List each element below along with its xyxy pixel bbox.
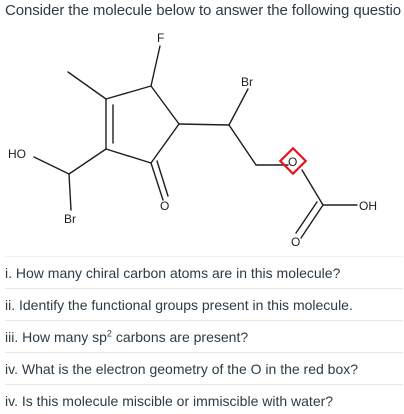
question-5: iv. Is this molecule miscible or immiscible with water? bbox=[5, 384, 403, 414]
bond-ketone-2 bbox=[157, 161, 168, 196]
atom-label-hydroxyl: HO bbox=[8, 147, 26, 161]
bond-ketone-1 bbox=[151, 163, 163, 200]
atom-label-bromine-top: Br bbox=[241, 75, 253, 89]
atom-label-acid-carbonyl-oxygen: O bbox=[291, 235, 301, 249]
molecule-structure bbox=[0, 24, 404, 256]
bond-c-br bbox=[229, 89, 248, 125]
atom-label-acid-hydroxyl: OH bbox=[359, 199, 377, 213]
bond-chain-1 bbox=[179, 124, 229, 125]
bond-methyl bbox=[68, 72, 106, 99]
bond-ring-3 bbox=[151, 124, 179, 163]
question-1: i. How many chiral carbon atoms are in this molecule? bbox=[5, 256, 403, 288]
atom-label-ketone-oxygen: O bbox=[160, 199, 170, 213]
bond-ring-2 bbox=[151, 86, 179, 124]
bond-ring-4 bbox=[106, 149, 151, 163]
question-3-end: carbons are present? bbox=[111, 329, 249, 345]
question-3 bbox=[5, 320, 403, 352]
atom-label-bromine-bottom: Br bbox=[64, 212, 76, 226]
question-list bbox=[5, 256, 403, 414]
question-prompt: Consider the molecule below to answer the following questio bbox=[5, 2, 401, 19]
atom-label-ether-oxygen: O bbox=[288, 155, 298, 169]
question-4: iv. What is the electron geometry of the O in the red box? bbox=[5, 352, 403, 384]
bond-chbr-br bbox=[69, 174, 71, 210]
atom-label-fluorine: F bbox=[157, 31, 165, 45]
molecule-bonds bbox=[34, 46, 357, 238]
question-3-superscript: 2 bbox=[106, 328, 112, 339]
bond-chain-2 bbox=[229, 125, 256, 165]
question-3-start: iii. How many sp bbox=[5, 329, 107, 345]
bond-o-c-ether bbox=[302, 170, 323, 205]
bond-c-ho bbox=[34, 157, 69, 174]
question-2: ii. Identify the functional groups present in this molecule. bbox=[5, 288, 403, 320]
bond-ring-1 bbox=[106, 86, 151, 99]
bond-ring-chbr bbox=[69, 149, 106, 174]
bond-c-f bbox=[151, 46, 160, 86]
